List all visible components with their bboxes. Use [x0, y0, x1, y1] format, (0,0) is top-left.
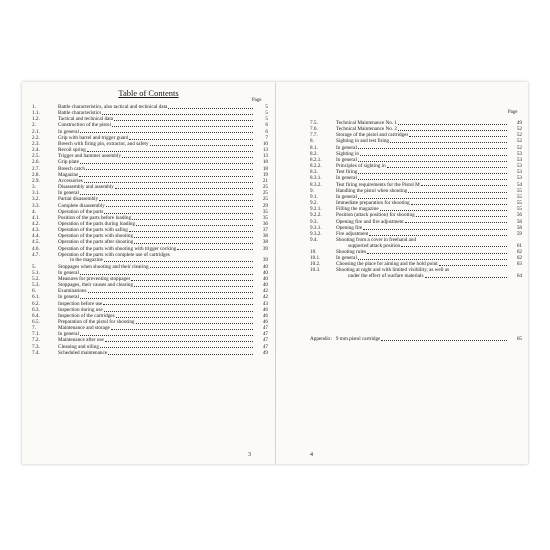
toc-entry-page: 58 — [516, 218, 522, 225]
toc-entry-number: 1.1. — [32, 110, 40, 117]
dot-leader — [100, 347, 253, 348]
toc-entry-number: 7.3. — [32, 343, 40, 350]
dot-leader — [86, 169, 253, 170]
dot-leader — [381, 340, 507, 341]
dot-leader — [131, 280, 253, 281]
dot-leader — [168, 108, 253, 109]
toc-entry-title: Operation of the parts with shooting with trigger cocking — [58, 245, 177, 252]
toc-entry-title: Accessories — [58, 177, 83, 184]
toc-entry-title: Breech with firing pin, extractor, and safety — [58, 140, 149, 147]
toc-entry-title: Stoppages when shooting and their clearing — [58, 263, 149, 270]
toc-entry-title: Technical Maintenance No. 1 — [336, 120, 397, 126]
toc-entry-number: 4.3. — [32, 227, 40, 234]
toc-entry-number: 2.6. — [32, 159, 40, 166]
toc-entry-number: 8.2.2. — [310, 163, 322, 170]
dot-leader — [112, 126, 253, 127]
dot-leader — [80, 274, 253, 275]
toc-entry-title: Magazine — [58, 171, 79, 178]
toc-entry-page: 55 — [516, 200, 522, 207]
toc-entry-page: 6 — [265, 128, 268, 135]
toc-entry-title: Inspection of the cartridges — [58, 312, 115, 319]
dot-leader — [80, 163, 253, 164]
toc-entry-page: 38 — [262, 233, 268, 240]
toc-entry-title: Operation of the parts during loading — [58, 220, 136, 227]
toc-entry-title: Filling the magazine — [336, 206, 379, 213]
toc-entry-page: 35 — [262, 208, 268, 215]
toc-entry-page: 64 — [516, 272, 522, 279]
toc-entry-page: 43 — [262, 300, 268, 307]
toc-entry-page: 63 — [516, 261, 522, 268]
toc-entry-page: 55 — [516, 193, 522, 200]
dot-leader — [106, 206, 253, 207]
dot-leader — [358, 179, 507, 180]
dot-leader — [114, 120, 253, 121]
dot-leader — [84, 182, 253, 183]
toc-entry-title: Sighting in — [336, 150, 359, 157]
toc-entry-title: Operation of the parts — [58, 208, 104, 215]
toc-entry-page: 56 — [516, 212, 522, 219]
dot-leader — [105, 341, 253, 342]
toc-entry-page: 55 — [516, 206, 522, 213]
toc-entry-number: 6.3. — [32, 306, 40, 313]
toc-entry-page: 25 — [262, 196, 268, 203]
toc-entry-page: 40 — [262, 263, 268, 270]
toc-entry-number: 9.1. — [310, 193, 318, 200]
toc-entry-title: Immediate preparation for shooting — [336, 200, 410, 207]
toc-entry-page: 25 — [262, 184, 268, 191]
toc-entry-page: 13 — [262, 147, 268, 154]
dot-leader — [390, 142, 507, 143]
toc-entry-number: 4.5. — [32, 239, 40, 246]
toc-entry-number: 8.3. — [310, 169, 318, 176]
dot-leader — [411, 204, 507, 205]
toc-entry-page: 6 — [265, 122, 268, 129]
toc-entry-title: Opening fire and fire adjustment — [336, 218, 404, 225]
toc-entry-page: 46 — [262, 312, 268, 319]
toc-entry-page: 38 — [262, 239, 268, 246]
toc-entry-page: 53 — [516, 175, 522, 182]
toc-entry-title: under the effect of warfare materials — [348, 272, 424, 279]
toc-entry-number: 2.9. — [32, 177, 40, 184]
dot-leader — [104, 311, 253, 312]
dot-leader — [122, 157, 253, 158]
dot-leader — [104, 213, 253, 214]
dot-leader — [360, 155, 507, 156]
dot-leader — [115, 188, 253, 189]
dot-leader — [409, 136, 507, 137]
toc-entry-page: 5 — [265, 104, 268, 110]
toc-entry-number: 10.3. — [310, 267, 321, 274]
toc-entry-title: Opening fire — [336, 224, 363, 231]
toc-entry-page: 19 — [262, 171, 268, 178]
toc-entry-page: 52 — [516, 132, 522, 139]
toc-entry-page: 62 — [516, 248, 522, 255]
toc-entry-title: Breech catch — [58, 165, 85, 172]
toc-entry-page: 18 — [262, 159, 268, 166]
toc-entry-page: 61 — [516, 242, 522, 249]
toc-entry-number: 5.1. — [32, 269, 40, 276]
left-page — [22, 82, 275, 464]
dot-leader — [134, 243, 253, 244]
toc-entry-title: Maintenance and storage — [58, 325, 110, 332]
toc-entry-number: 9.2. — [310, 200, 318, 207]
dot-leader — [80, 298, 253, 299]
toc-entry-page: 53 — [516, 150, 522, 157]
toc-entry-title: Position of the parts before loading — [58, 214, 132, 221]
toc-entry-page: 42 — [262, 288, 268, 295]
toc-entry-page: 53 — [516, 156, 522, 163]
toc-entry-title: in the magazine — [70, 257, 103, 264]
toc-entry-number: 10.1. — [310, 254, 321, 261]
dot-leader — [136, 225, 253, 226]
toc-entry-page: 5 — [265, 110, 268, 117]
toc-entry-title: supported attack position — [348, 242, 401, 249]
toc-entry-number: 8.3.2. — [310, 181, 322, 188]
toc-entry-title: Construction of the pistol — [58, 122, 111, 129]
dot-leader — [132, 219, 253, 220]
toc-entry-title: Measures for preventing stoppages — [58, 275, 131, 282]
toc-entry-page: 49 — [262, 349, 268, 356]
dot-leader — [134, 237, 253, 238]
toc-entry-page: 40 — [262, 282, 268, 289]
toc-entry — [32, 350, 268, 356]
dot-leader — [425, 277, 507, 278]
toc-entry-title: Operation of the parts after shooting — [58, 239, 134, 246]
toc-entry-page: 40 — [262, 269, 268, 276]
dot-leader — [387, 167, 507, 168]
toc-entry-title: In general — [336, 193, 357, 200]
toc-entry-title: Disassembly and assembly — [58, 184, 114, 191]
dot-leader — [80, 335, 253, 336]
dot-leader — [380, 210, 507, 211]
dot-leader — [134, 286, 253, 287]
dot-leader — [398, 124, 507, 125]
toc-entry-number: 2.7. — [32, 165, 40, 172]
toc-entry-title: Operation of the parts with complete use of cartridges — [58, 251, 170, 258]
toc-entry-title: In general — [58, 128, 79, 135]
toc-entry-number: 7.4. — [32, 349, 40, 356]
toc-entry-page: 55 — [516, 187, 522, 194]
toc-entry-title: Cleaning and oiling — [58, 343, 99, 350]
toc-entry-page: 18 — [262, 165, 268, 172]
page-column-label: Page — [252, 98, 262, 103]
toc-entry-title: Grip with barrel and trigger guard — [58, 134, 129, 141]
dot-leader — [358, 148, 507, 149]
toc-entry-page: 35 — [262, 214, 268, 221]
toc-entry-number: 10.2. — [310, 261, 321, 268]
page-number-left: 3 — [248, 452, 251, 458]
toc-entry-title: In general — [58, 269, 79, 276]
toc-entry-number: 9.4. — [310, 236, 318, 243]
toc-entry-title: Tactical and technical data — [58, 116, 114, 123]
toc-entry-number: 4.2. — [32, 220, 40, 227]
toc-entry-title: Trigger and hammer assembly — [58, 153, 122, 160]
toc-entry-page: 58 — [516, 224, 522, 231]
dot-leader — [136, 323, 253, 324]
dot-leader — [87, 151, 253, 152]
toc-entry-page: 47 — [262, 331, 268, 338]
toc-entry-number: 7.1. — [32, 331, 40, 338]
toc-entry-page: 29 — [262, 202, 268, 209]
toc-entry-title: Battle characteristics, also tactical and technical data — [58, 104, 168, 110]
toc-entry-title: Recoil spring — [58, 147, 86, 154]
toc-entry-number: 6. — [32, 288, 36, 295]
toc-title: Table of Contents — [118, 88, 179, 98]
toc-entry-page: 25 — [262, 190, 268, 197]
toc-entry-number: 5.2. — [32, 275, 40, 282]
toc-entry-page: 53 — [516, 163, 522, 170]
toc-entry-page: 47 — [262, 337, 268, 344]
toc-entry-number: 2.8. — [32, 171, 40, 178]
toc-entry-title: Partial disassembly — [58, 196, 99, 203]
toc-entry-number: 2.1. — [32, 128, 40, 135]
toc-entry-number: 2.4. — [32, 147, 40, 154]
toc-entry-title: Fire adjustment — [336, 230, 369, 237]
toc-entry-number: 9.3.1. — [310, 224, 322, 231]
dot-leader — [116, 317, 253, 318]
dot-leader — [104, 261, 253, 262]
dot-leader — [102, 114, 253, 115]
toc-entry-page: 52 — [516, 126, 522, 133]
toc-entry-number: 3. — [32, 184, 36, 191]
toc-entry-number: 3.3. — [32, 202, 40, 209]
toc-entry-number: 6.5. — [32, 318, 40, 325]
toc-entry-title: Operation of the parts with safing — [58, 227, 128, 234]
toc-entry — [310, 273, 522, 279]
toc-entry-number: 3.2. — [32, 196, 40, 203]
dot-leader — [416, 216, 507, 217]
toc-entry-title: Complete disassembly — [58, 202, 105, 209]
toc-entry-title: In general — [336, 156, 357, 163]
toc-entry-number: 4.1. — [32, 214, 40, 221]
toc-entry-title: In general — [58, 294, 79, 301]
toc-entry-title: Examinations — [58, 288, 87, 295]
page-column-label: Page — [508, 110, 518, 115]
dot-leader — [401, 246, 507, 247]
toc-entry-title: Operation of the parts with shooting — [58, 233, 134, 240]
toc-entry-number: 4.7. — [32, 251, 40, 258]
toc-entry-number: 2.2. — [32, 134, 40, 141]
toc-entry-title: Shooting at night and with limited visibility, as well as — [336, 267, 450, 274]
toc-entry-page: 47 — [262, 343, 268, 350]
dot-leader — [111, 329, 253, 330]
dot-leader — [103, 304, 253, 305]
right-page — [276, 82, 528, 464]
dot-leader — [80, 132, 253, 133]
toc-entry-title: Shooting from a cover in freehand and — [336, 236, 417, 243]
appendix-label: Appendix: — [310, 336, 332, 342]
toc-entry-page: 52 — [516, 138, 522, 145]
toc-entry-page: 39 — [262, 245, 268, 252]
appendix-entry — [310, 336, 522, 342]
toc-entry-number: 4. — [32, 208, 36, 215]
toc-entry-page: 42 — [262, 294, 268, 301]
toc-entry-number: 7. — [32, 325, 36, 332]
toc-entry-title: Position (attack position) for shooting — [336, 212, 415, 219]
dot-leader — [398, 130, 507, 131]
toc-entry-number: 8.2.1. — [310, 156, 322, 163]
dot-leader — [439, 265, 507, 266]
toc-entry-title: Inspection during use — [58, 306, 103, 313]
toc-entry-number: 9. — [310, 187, 314, 194]
toc-entry-title: Handling the pistol when shooting — [336, 187, 408, 194]
toc-entry-number: 5. — [32, 263, 36, 270]
dot-leader — [408, 192, 507, 193]
toc-entry-title: Scheduled maintenance — [58, 349, 108, 356]
toc-entry-number: 4.4. — [32, 233, 40, 240]
toc-entry-title: Grip plate — [58, 159, 79, 166]
toc-entry-page: 21 — [262, 177, 268, 184]
appendix-page: 65 — [516, 336, 522, 342]
toc-entry-number: 10. — [310, 248, 317, 255]
toc-entry-title: Technical Maintenance No. 2 — [336, 126, 397, 133]
toc-entry-number: 9.3.2. — [310, 230, 322, 237]
toc-entry-number: 9.2.1. — [310, 206, 322, 213]
toc-entry-number: 8.3.1. — [310, 175, 322, 182]
dot-leader — [363, 229, 507, 230]
book-spread — [22, 82, 528, 464]
toc-entry-number: 9.2.2. — [310, 212, 322, 219]
toc-entry-page: 36 — [262, 220, 268, 227]
toc-entry-title: Shooting rules — [336, 248, 367, 255]
toc-entry-number: 8.2. — [310, 150, 318, 157]
dot-leader — [367, 253, 507, 254]
toc-entry-title: Preparation of the pistol for shooting — [58, 318, 135, 325]
dot-leader — [358, 173, 507, 174]
toc-entry-number: 7.2. — [32, 337, 40, 344]
toc-entry-page: 7 — [265, 134, 268, 141]
dot-leader — [80, 194, 253, 195]
dot-leader — [108, 354, 253, 355]
toc-entry-number: 6.4. — [32, 312, 40, 319]
toc-entry-number: 8. — [310, 138, 314, 145]
toc-entry-page: 47 — [262, 325, 268, 332]
toc-entry-title: Inspection before use — [58, 300, 103, 307]
dot-leader — [421, 185, 507, 186]
toc-entry-title: Choosing the place for aiming and the hold point — [336, 261, 438, 268]
dot-leader — [150, 267, 253, 268]
dot-leader — [358, 161, 507, 162]
toc-entry-title: In general — [336, 144, 357, 151]
toc-entry-title: Storage of the pistol and cartridges — [336, 132, 409, 139]
toc-entry-number: 6.2. — [32, 300, 40, 307]
toc-entry-page: 10 — [262, 140, 268, 147]
dot-leader — [150, 145, 253, 146]
toc-entry-number: 7.6. — [310, 126, 318, 133]
page-number-right: 4 — [310, 452, 313, 458]
dot-leader — [405, 222, 507, 223]
toc-entry-number: 2.3. — [32, 140, 40, 147]
toc-entry-page: 49 — [516, 120, 522, 126]
toc-entry-page: 39 — [262, 257, 268, 264]
toc-entry-title: In general — [58, 190, 79, 197]
toc-entry-page: 40 — [262, 275, 268, 282]
toc-entry-page: 53 — [516, 169, 522, 176]
dot-leader — [129, 231, 253, 232]
toc-entry-number: 9.3. — [310, 218, 318, 225]
dot-leader — [358, 198, 507, 199]
dot-leader — [369, 235, 507, 236]
toc-entry-page: 46 — [262, 318, 268, 325]
toc-entry-title: Maintenance after use — [58, 337, 104, 344]
dot-leader — [88, 292, 253, 293]
toc-entry-title: Principles of sighting in — [336, 163, 386, 170]
toc-entry-page: 59 — [516, 230, 522, 237]
toc-entry-page: 52 — [516, 144, 522, 151]
toc-entry-number: 6.1. — [32, 294, 40, 301]
toc-entry-page: 13 — [262, 153, 268, 160]
toc-entry-number: 2. — [32, 122, 36, 129]
toc-list-left — [32, 104, 268, 356]
toc-entry-title: Battle characteristics — [58, 110, 102, 117]
dot-leader — [129, 139, 253, 140]
appendix-title: 9 mm pistol cartridge — [335, 336, 381, 342]
toc-entry-number: 8.1. — [310, 144, 318, 151]
dot-leader — [79, 176, 253, 177]
toc-entry-number: 7.5. — [310, 120, 318, 126]
toc-entry-page: 62 — [516, 254, 522, 261]
toc-entry-title: Stoppages, their causes and clearing — [58, 282, 134, 289]
dot-leader — [358, 259, 507, 260]
toc-entry-number: 3.1. — [32, 190, 40, 197]
toc-entry-number: 4.6. — [32, 245, 40, 252]
toc-entry-number: 7.7. — [310, 132, 318, 139]
toc-entry-number: 1. — [32, 104, 36, 110]
dot-leader — [177, 249, 253, 250]
toc-entry-number: 2.5. — [32, 153, 40, 160]
toc-entry-title: Test firing — [336, 169, 358, 176]
toc-entry-page: 5 — [265, 116, 268, 123]
toc-entry-title: In general — [336, 254, 357, 261]
toc-entry-title: Sighting in and test firing — [336, 138, 390, 145]
toc-entry-page: 54 — [516, 181, 522, 188]
toc-entry-title: In general — [336, 175, 357, 182]
toc-entry-title: In general — [58, 331, 79, 338]
toc-entry-page: 37 — [262, 227, 268, 234]
toc-entry-page: 46 — [262, 306, 268, 313]
toc-entry-number: 5.3. — [32, 282, 40, 289]
toc-entry-number: 1.2. — [32, 116, 40, 123]
toc-entry-title: Test firing requirements for the Pistol M — [336, 181, 420, 188]
toc-list-right — [310, 120, 522, 279]
dot-leader — [99, 200, 253, 201]
